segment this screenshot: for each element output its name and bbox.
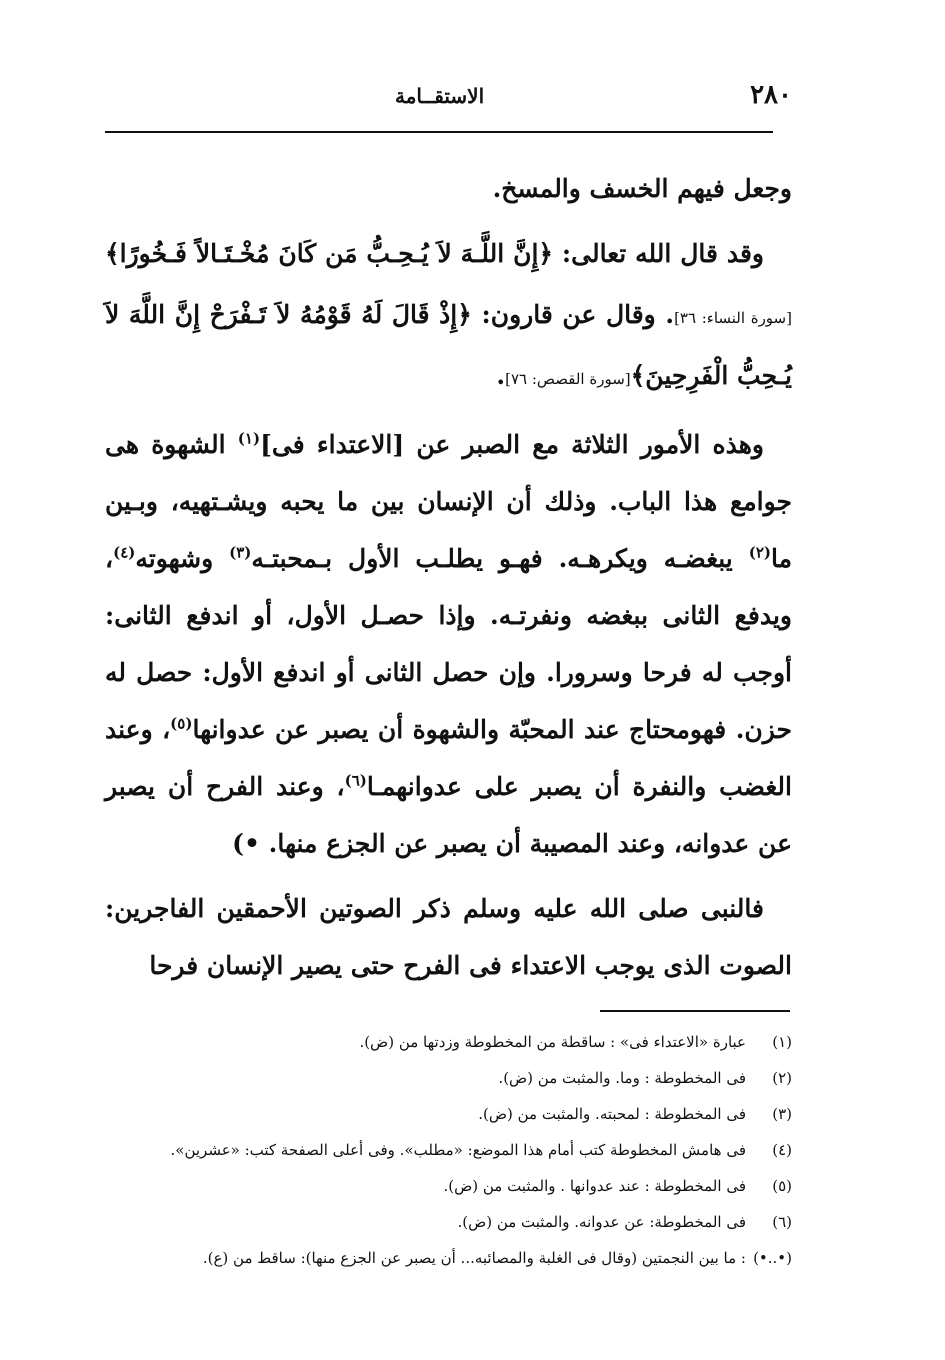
- paragraph-2-end: .: [496, 361, 506, 390]
- footnote-6: [105, 1204, 792, 1240]
- footnote-text: فى المخطوطة : عند عدوانها . والمثبت من (ض).: [443, 1177, 746, 1195]
- footnote-number: (•..•): [753, 1249, 792, 1267]
- paragraph-3-part-a: وهذه الأمور الثلاثة مع الصبر عن [الاعتداء فى]: [260, 430, 764, 459]
- paragraph-4-text: فالنبى صلى الله عليه وسلم ذكر الصوتين الأحمقين الفاجرين: الصوت الذى يوجب الاعتداء فى الفرح حتى يصير الإنسان فرحا: [105, 894, 792, 980]
- footnote-text: فى المخطوطة : لمحبته. والمثبت من (ض).: [478, 1105, 746, 1123]
- footnote-text: فى المخطوطة: عن عدوانه. والمثبت من (ض).: [457, 1213, 746, 1231]
- footnote-5: [105, 1168, 792, 1204]
- paragraph-3-part-f: ، وعند الغضب والنفرة أن يصبر على عدوانهمـا: [105, 715, 792, 801]
- paragraph-3-part-e: ، ويدفع الثانى ببغضه ونفرتـه. وإذا حصـل الأول، أو اندفع الثانى: أوجب له فرحا وسرورا. وإن حصل الثانى أو اندفع الأول: حصل له حزن. فهومحتاج عند المحبّة والشهوة أن يصبر عن عدوانها: [105, 544, 793, 744]
- running-title: الاستقــامة: [395, 84, 485, 108]
- footnote-2: [105, 1060, 792, 1096]
- footnote-marker-3: (٣): [229, 543, 252, 562]
- paragraph-1: [105, 160, 792, 217]
- footnote-text: عبارة «الاعتداء فى» : ساقطة من المخطوطة وزدتها من (ض).: [359, 1033, 746, 1051]
- paragraph-4: [105, 880, 792, 994]
- paragraph-3-part-d: وشهوته: [135, 544, 230, 573]
- footnote-number: (٦): [772, 1213, 792, 1231]
- footnote-marker-2: (٢): [748, 543, 771, 562]
- paragraph-2-middle: . وقال عن قارون:: [471, 300, 675, 329]
- footnote-text: فى هامش المخطوطة كتب أمام هذا الموضع: «مطلب». وفى أعلى الصفحة كتب: «عشرين».: [170, 1141, 746, 1159]
- paragraph-3: [105, 416, 792, 872]
- footnote-3: [105, 1096, 792, 1132]
- footnote-number: (١): [772, 1033, 792, 1051]
- main-text: [105, 160, 792, 994]
- paragraph-3-part-g: ، وعند الفرح أن يصبر عن عدوانه، وعند المصيبة أن يصبر عن الجزع منها. •): [105, 772, 792, 858]
- header-rule: [105, 131, 773, 133]
- paragraph-3-part-b: الشهوة هى جوامع هذا الباب. وذلك أن الإنسان بين ما يحبه ويشـتهيه، وبـين ما: [105, 430, 792, 573]
- footnote-text: : ما بين النجمتين (وقال فى الغلبة والمصائبه... أن يصبر عن الجزع منها): ساقط من (ع).: [202, 1249, 746, 1267]
- footnote-number: (٥): [772, 1177, 792, 1195]
- paragraph-2: [105, 225, 792, 408]
- footnote-marker-1: (١): [237, 429, 261, 448]
- footnote-number: (٣): [772, 1105, 792, 1123]
- footnote-1: [105, 1024, 792, 1060]
- footnote-4: [105, 1132, 792, 1168]
- page-number: ٢٨٠: [750, 80, 792, 110]
- footnote-rule: [600, 1010, 790, 1012]
- paragraph-2-intro: وقد قال الله تعالى:: [553, 239, 764, 268]
- footnote-marker-6: (٦): [344, 771, 367, 790]
- footnote-marker-5: (٥): [170, 714, 193, 733]
- quran-verse-2: ﴿إِذْ قَالَ لَهُ قَوْمُهُ لاَ تَـفْرَحْ إِنَّ اللَّهَ لاَ يُـحِبُّ الْفَرِحِينَ﴾: [105, 300, 792, 390]
- footnote-number: (٤): [772, 1141, 792, 1159]
- footnote-text: فى المخطوطة : وما. والمثبت من (ض).: [498, 1069, 746, 1087]
- paragraph-3-part-c: يبغضـه ويكرهـه. فهـو يطلـب الأول بـمحبتـه: [251, 544, 749, 573]
- surah-reference-2: [سورة القصص: ٧٦]: [505, 370, 631, 388]
- footnote-marker-4: (٤): [113, 543, 136, 562]
- surah-reference-1: [سورة النساء: ٣٦]: [674, 309, 792, 327]
- page-header: [105, 80, 792, 120]
- paragraph-1-text: وجعل فيهم الخسف والمسخ.: [492, 174, 792, 203]
- footnotes: [105, 1024, 792, 1276]
- footnote-star: [105, 1240, 792, 1276]
- quran-verse-1: ﴿إِنَّ اللَّـهَ لاَ يُـحِـبُّ مَن كَانَ مُخْـتَـالاً فَـخُورًا﴾: [105, 239, 554, 268]
- footnote-number: (٢): [772, 1069, 792, 1087]
